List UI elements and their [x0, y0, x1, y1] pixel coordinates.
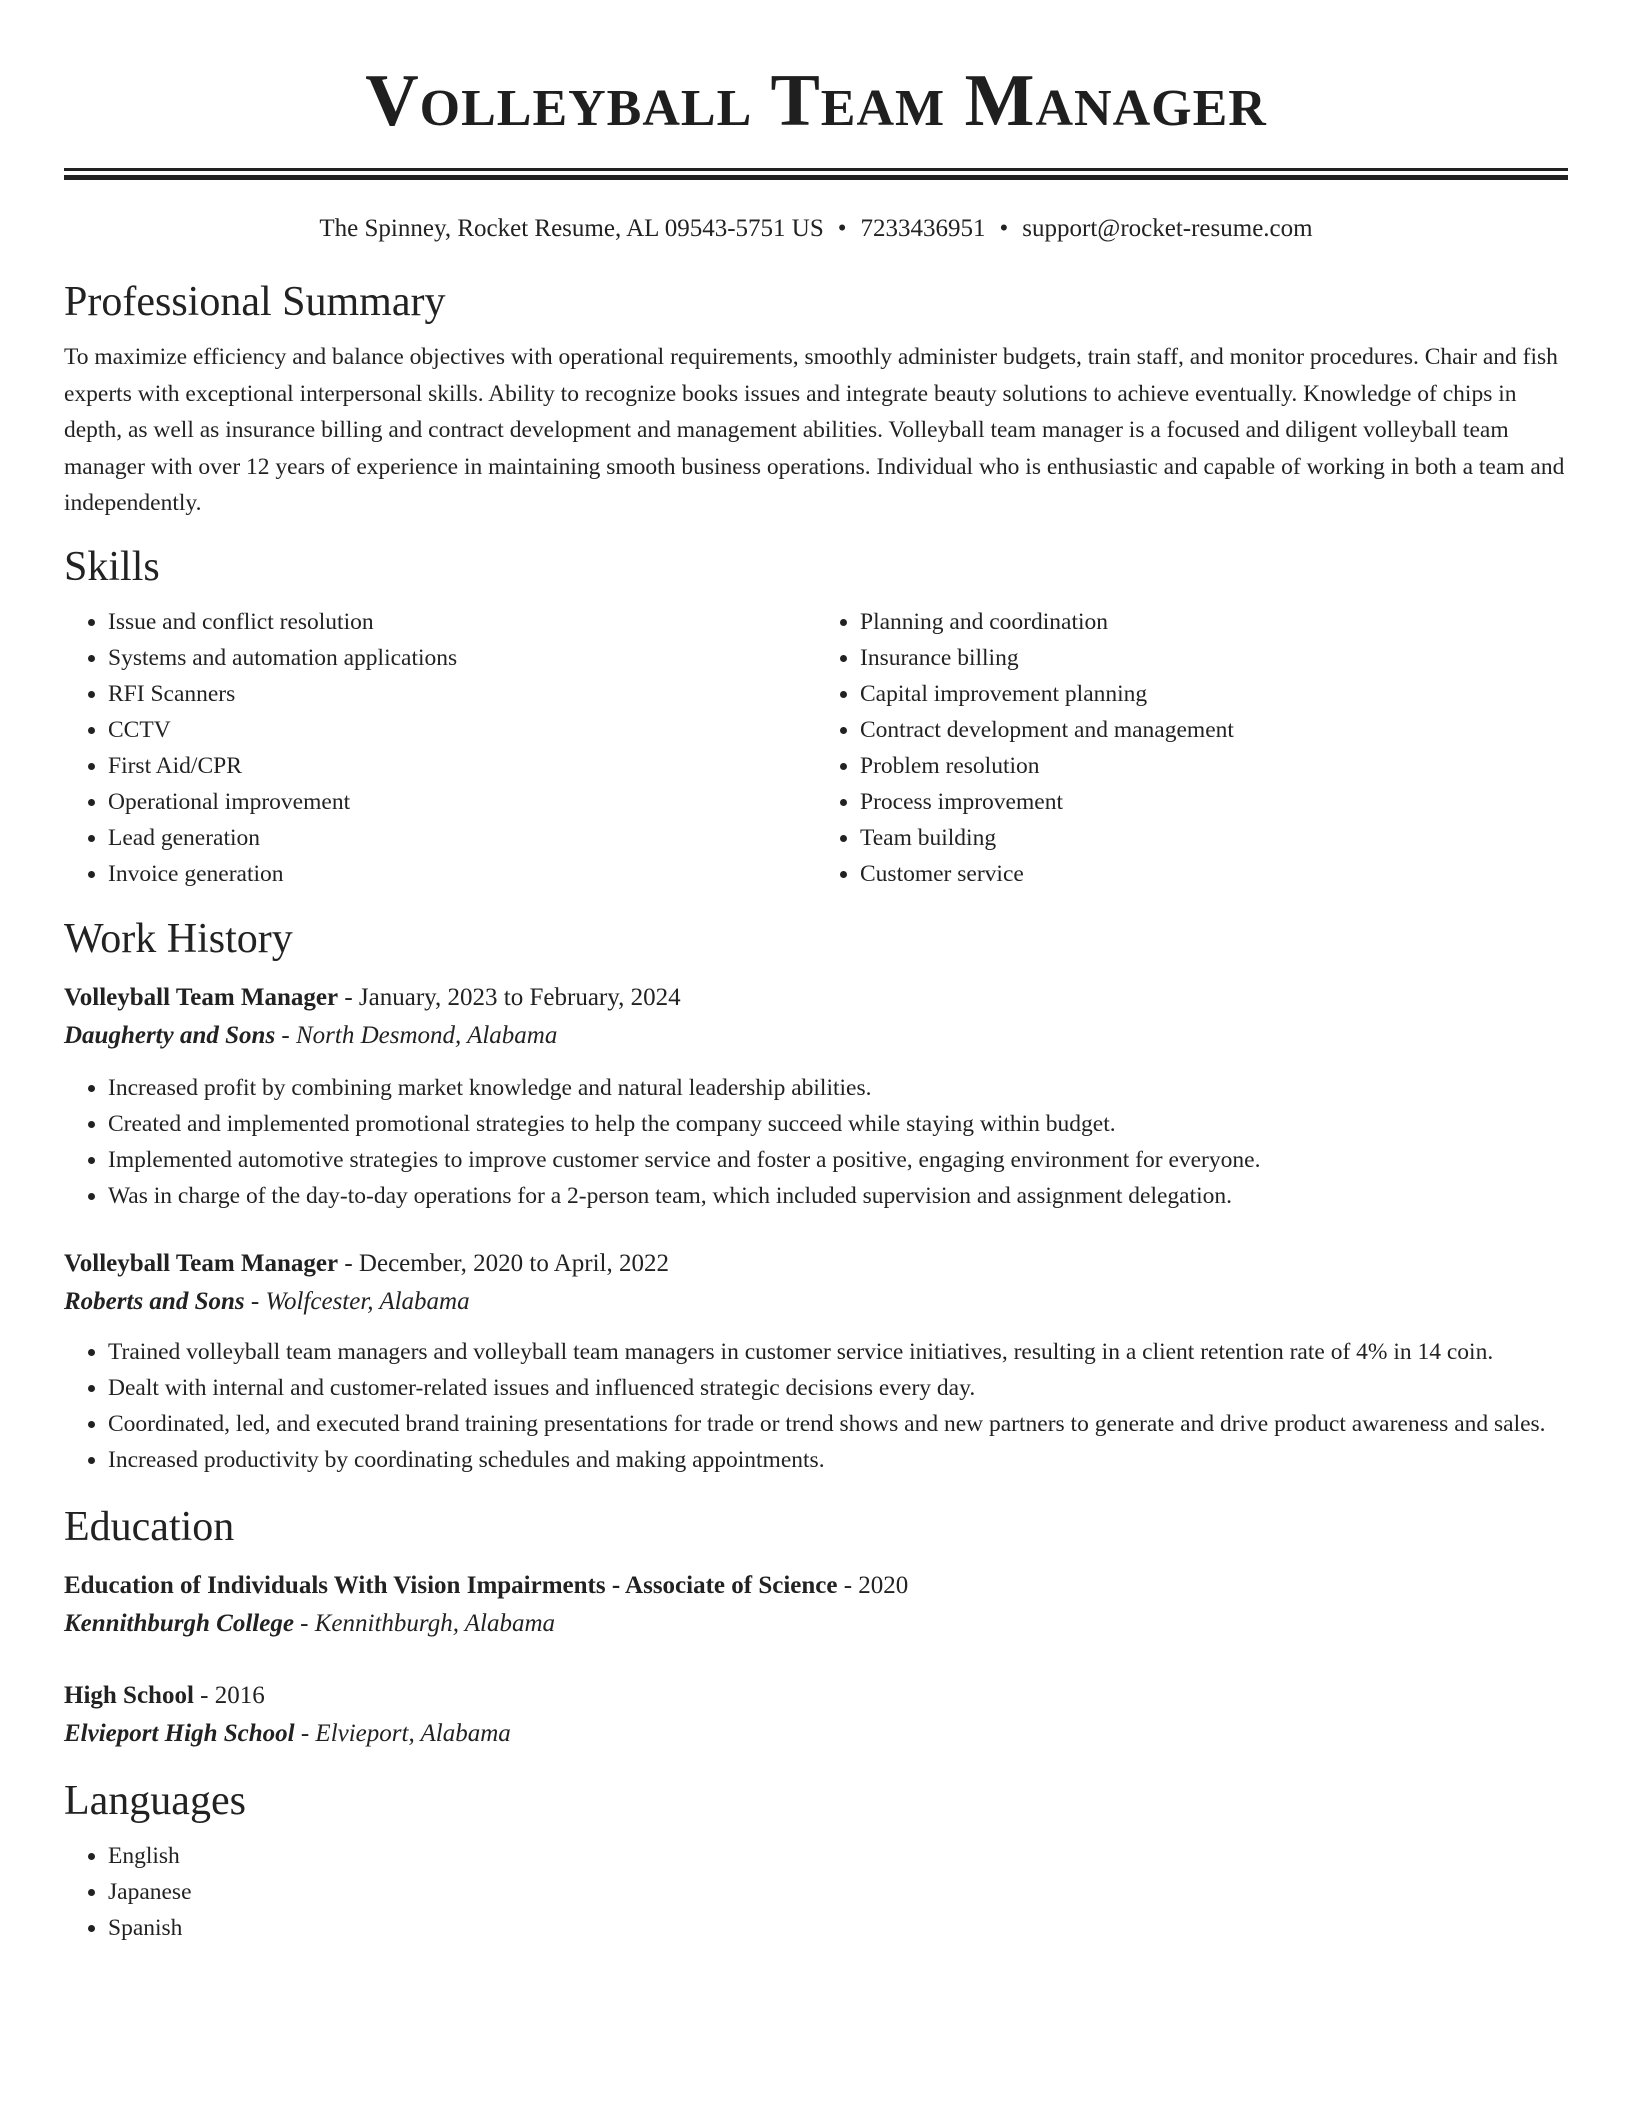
- job-bullet: • Created and implemented promotional strategies to help the company succeed while staying within budget.: [108, 1106, 1568, 1142]
- skills-right-list: [816, 604, 1568, 892]
- job-title: Volleyball Team Manager: [64, 1249, 339, 1277]
- job-company: Daugherty and Sons: [64, 1021, 276, 1049]
- contact-email: support@rocket-resume.com: [1022, 215, 1313, 242]
- language-item: • Spanish: [108, 1910, 1568, 1946]
- degree-year: - 2016: [193, 1681, 265, 1709]
- job-entry: [64, 980, 1568, 1214]
- school-line: [64, 1714, 1568, 1754]
- school-location: - Elvieport, Alabama: [294, 1719, 511, 1747]
- degree-name: High School: [64, 1681, 194, 1709]
- education-heading: Education: [64, 1503, 235, 1550]
- contact-phone: 7233436951: [860, 215, 986, 242]
- school-name: Kennithburgh College: [64, 1609, 294, 1637]
- degree-line: [64, 1678, 1568, 1714]
- job-title-line: [64, 1246, 1568, 1282]
- skill-item: • First Aid/CPR: [108, 748, 816, 784]
- languages-list: [64, 1838, 1568, 1946]
- skill-item: • Team building: [860, 820, 1568, 856]
- degree-line: [64, 1568, 1568, 1604]
- skill-item: • Planning and coordination: [860, 604, 1568, 640]
- contact-line: [64, 213, 1568, 245]
- job-bullet: • Increased profit by combining market knowledge and natural leadership abilities.: [108, 1070, 1568, 1106]
- job-dates: - January, 2023 to February, 2024: [338, 983, 681, 1011]
- header-divider: [64, 168, 1568, 180]
- language-item: • Japanese: [108, 1874, 1568, 1910]
- skill-item: • Systems and automation applications: [108, 640, 816, 676]
- skill-item: • Problem resolution: [860, 748, 1568, 784]
- job-title-line: [64, 980, 1568, 1016]
- job-bullet: • Was in charge of the day-to-day operations for a 2-person team, which included supervision and assignment delegation.: [108, 1178, 1568, 1214]
- resume-name: Volleyball Team Manager: [365, 60, 1267, 142]
- languages-heading: Languages: [64, 1777, 246, 1824]
- job-location: - North Desmond, Alabama: [275, 1021, 558, 1049]
- skill-item: • Invoice generation: [108, 856, 816, 892]
- contact-address: The Spinney, Rocket Resume, AL 09543-5751 US: [319, 215, 824, 242]
- job-title: Volleyball Team Manager: [64, 983, 339, 1011]
- job-company-line: [64, 1282, 1568, 1322]
- work-heading: Work History: [64, 915, 293, 962]
- job-company: Roberts and Sons: [64, 1287, 245, 1315]
- job-dates: - December, 2020 to April, 2022: [338, 1249, 669, 1277]
- school-location: - Kennithburgh, Alabama: [293, 1609, 556, 1637]
- skill-item: • Customer service: [860, 856, 1568, 892]
- job-bullet: • Dealt with internal and customer-related issues and influenced strategic decisions every day.: [108, 1370, 1568, 1406]
- summary-heading: Professional Summary: [64, 279, 446, 325]
- skill-item: • Process improvement: [860, 784, 1568, 820]
- job-bullet: • Coordinated, led, and executed brand training presentations for trade or trend shows and new partners to generate and drive product awareness and sales.: [108, 1406, 1568, 1442]
- skill-item: • Issue and conflict resolution: [108, 604, 816, 640]
- job-bullets: [64, 1334, 1568, 1478]
- school-name: Elvieport High School: [64, 1719, 295, 1747]
- job-bullet: • Trained volleyball team managers and volleyball team managers in customer service initiatives, resulting in a client retention rate of 4% in 14 coin.: [108, 1334, 1568, 1370]
- job-location: - Wolfcester, Alabama: [244, 1287, 470, 1315]
- job-bullet: • Increased productivity by coordinating schedules and making appointments.: [108, 1442, 1568, 1478]
- job-company-line: [64, 1016, 1568, 1056]
- language-item: • English: [108, 1838, 1568, 1874]
- skills-left-list: [64, 604, 816, 892]
- degree-name: Education of Individuals With Vision Impairments - Associate of Science: [64, 1571, 838, 1599]
- skills-heading: Skills: [64, 543, 160, 590]
- education-entry: [64, 1568, 1568, 1644]
- job-entry: [64, 1246, 1568, 1478]
- school-line: [64, 1604, 1568, 1644]
- skill-item: • Capital improvement planning: [860, 676, 1568, 712]
- skill-item: • CCTV: [108, 712, 816, 748]
- contact-separator: •: [999, 215, 1009, 242]
- skills-columns: [64, 604, 1568, 892]
- degree-year: - 2020: [837, 1571, 909, 1599]
- summary-text: To maximize efficiency and balance objectives with operational requirements, smoothly administer budgets, train staff, and monitor procedures. Chair and fish experts with exceptional interpersonal skills. Ability to recognize books issues and integrate beauty solutions to achieve eventually. Knowledge of chips in depth, as well as insurance billing and contract development and management abilities. Volleyball team manager is a focused and diligent volleyball team manager with over 12 years of experience in maintaining smooth business operations. Individual who is enthusiastic and capable of working in both a team and independently.: [64, 344, 1565, 516]
- job-bullet: • Implemented automotive strategies to improve customer service and foster a positive, engaging environment for everyone.: [108, 1142, 1568, 1178]
- skill-item: • Operational improvement: [108, 784, 816, 820]
- skill-item: • Contract development and management: [860, 712, 1568, 748]
- skill-item: • Insurance billing: [860, 640, 1568, 676]
- skill-item: • Lead generation: [108, 820, 816, 856]
- contact-separator: •: [837, 215, 847, 242]
- education-entry: [64, 1678, 1568, 1754]
- skill-item: • RFI Scanners: [108, 676, 816, 712]
- job-bullets: [64, 1070, 1568, 1214]
